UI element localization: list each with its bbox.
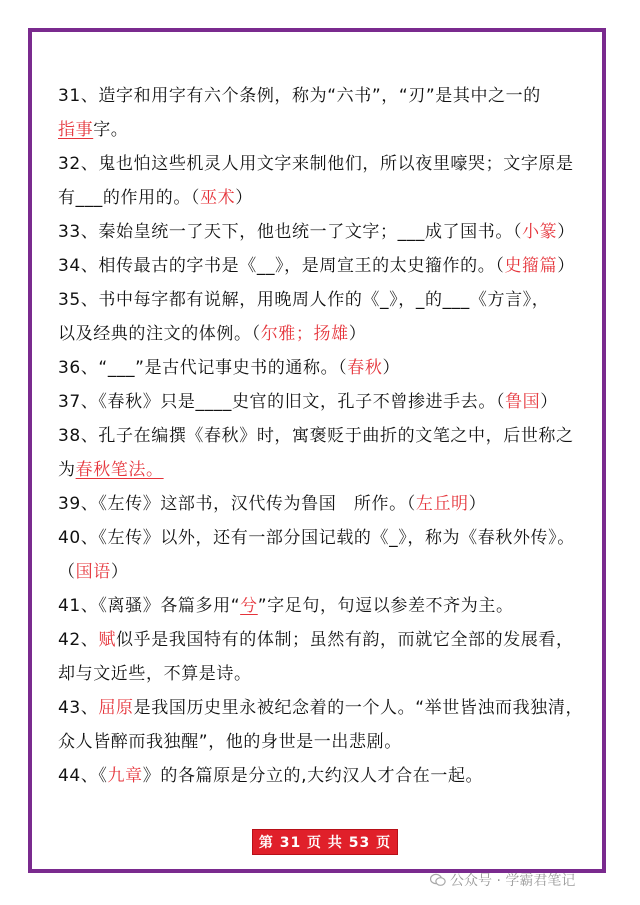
blank: _ <box>415 290 425 310</box>
item-43-line-2: 众人皆醉而我独醒”，他的身世是一出悲剧。 <box>58 732 402 752</box>
item-42-line-2: 却与文近些，不算是诗。 <box>58 664 252 684</box>
item-42-line-1: 42、赋似乎是我国特有的体制；虽然有韵，而就它全部的发展看， <box>58 630 574 650</box>
page-number-label: 第 31 页 共 53 页 <box>252 829 398 855</box>
item-33: 33、秦始皇统一了天下，他也统一了文字；___成了国书。（小篆） <box>58 222 575 242</box>
answer-quyuan: 屈原 <box>98 698 134 718</box>
item-35-line-2: 以及经典的注文的体例。（尔雅；扬雄） <box>58 324 367 344</box>
answer-guoyu: 国语 <box>75 562 111 582</box>
answer-fu: 赋 <box>98 630 117 650</box>
item-31-line-2: 指事字。 <box>58 120 129 140</box>
item-44: 44、《九章》的各篇原是分立的,大约汉人才合在一起。 <box>58 766 484 786</box>
blank: __ <box>256 256 276 276</box>
wechat-icon <box>430 873 446 887</box>
item-40-line-1: 40、《左传》以外，还有一部分国记载的《_》，称为《春秋外传》。 <box>58 528 575 548</box>
blank: _ <box>389 528 399 548</box>
answer-chunqiu-bifa: 春秋笔法。 <box>75 460 164 480</box>
item-32-line-2: 有___的作用的。（巫术） <box>58 188 253 208</box>
answer-xi: 兮 <box>240 596 258 616</box>
answer-shizhoupian: 史籀篇 <box>504 256 558 276</box>
blank: ___ <box>107 358 136 378</box>
answer-wushu: 巫术 <box>200 188 236 208</box>
item-43-line-1: 43、屈原是我国历史里永被纪念着的一个人。“举世皆浊而我独清， <box>58 698 584 718</box>
item-34: 34、相传最古的字书是《__》，是周宣王的太史籀作的。（史籀篇） <box>58 256 575 276</box>
item-31-line-1: 31、造字和用字有六个条例，称为“六书”，“刃”是其中之一的 <box>58 86 541 106</box>
answer-erya-yangxiong: 尔雅；扬雄 <box>260 324 349 344</box>
blank: ___ <box>397 222 425 242</box>
watermark-text: 公众号 · 学霸君笔记 <box>450 873 576 889</box>
item-32-line-1: 32、鬼也怕这些机灵人用文字来制他们，所以夜里嚎哭；文字原是 <box>58 154 574 174</box>
answer-jiuzhang: 九章 <box>107 766 143 786</box>
item-36: 36、“___”是古代记事史书的通称。（春秋） <box>58 358 401 378</box>
answer-zuoqiuming: 左丘明 <box>415 494 469 514</box>
answer-chunqiu: 春秋 <box>347 358 383 378</box>
answer-xiaozhuan: 小篆 <box>522 222 558 242</box>
answer-zhishi: 指事 <box>58 120 94 140</box>
blank: ___ <box>442 290 470 310</box>
item-38-line-2: 为春秋笔法。 <box>58 460 164 480</box>
item-41: 41、《离骚》各篇多用“兮”字足句，句逗以参差不齐为主。 <box>58 596 514 616</box>
answer-luguo: 鲁国 <box>505 392 541 412</box>
item-35-line-1: 35、书中每字都有说解，用晚周人作的《_》，_的___《方言》， <box>58 290 550 310</box>
item-40-line-2: （国语） <box>58 562 129 582</box>
item-39: 39、《左传》这部书，汉代传为鲁国 所作。（左丘明） <box>58 494 487 514</box>
item-38-line-1: 38、孔子在编撰《春秋》时，寓褒贬于曲折的文笔之中，后世称之 <box>58 426 574 446</box>
blank: ____ <box>195 392 232 412</box>
watermark <box>430 870 575 892</box>
blank: _ <box>380 290 390 310</box>
item-37: 37、《春秋》只是____史官的旧文，孔子不曾掺进手去。（鲁国） <box>58 392 558 412</box>
blank: ___ <box>75 188 103 208</box>
